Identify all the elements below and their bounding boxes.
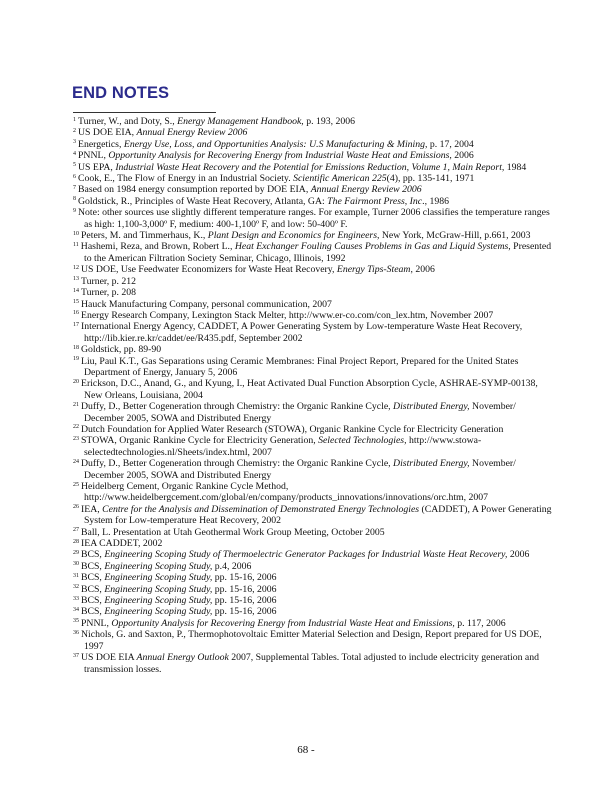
endnote-number: 36 bbox=[73, 629, 79, 636]
endnote-7 bbox=[73, 184, 553, 195]
endnote-text: 2006 bbox=[507, 549, 530, 561]
endnote-text: Hauck Manufacturing Company, personal communication, 2007 bbox=[81, 298, 332, 310]
endnote-text: Duffy, D., Better Cogeneration through Chemistry: the Organic Rankine Cycle, bbox=[81, 401, 394, 413]
endnote-number: 34 bbox=[73, 606, 79, 613]
endnote-number: 16 bbox=[73, 310, 79, 317]
endnote-text: US EPA, bbox=[78, 161, 116, 173]
endnote-33 bbox=[73, 595, 553, 606]
endnote-number: 13 bbox=[73, 276, 79, 283]
endnote-number: 5 bbox=[73, 162, 76, 169]
endnote-18 bbox=[73, 344, 553, 355]
endnote-text: US DOE, Use Feedwater Economizers for Waste Heat Recovery, bbox=[81, 264, 337, 276]
endnote-19 bbox=[73, 356, 553, 379]
endnote-text: pp. 15-16, 2006 bbox=[212, 595, 277, 607]
endnote-text: pp. 15-16, 2006 bbox=[212, 583, 277, 595]
endnote-text: BCS, bbox=[81, 560, 105, 572]
endnote-number: 25 bbox=[73, 481, 79, 488]
endnote-text: Heidelberg Cement, Organic Rankine Cycle Method, http://www.heidelbergcement.com/global/en/company/products_innovations/innovations/orc.htm, 2007 bbox=[81, 481, 489, 504]
endnote-number: 4 bbox=[73, 150, 76, 157]
endnote-text: Liu, Paul K.T., Gas Separations using Ceramic Membranes: Final Project Report, Prepared for the United States Department of Energy, January 5, 2006 bbox=[81, 355, 519, 378]
endnote-number: 8 bbox=[73, 196, 76, 203]
endnote-1 bbox=[73, 116, 553, 127]
endnote-text: Note: other sources use slightly different temperature ranges. For example, Turner 2006 classifies the temperature ranges as high: 1,100-3,000º F, medium: 400-1,100º F, and low: 50-400º F. bbox=[78, 207, 550, 230]
endnote-italic-title: Engineering Scoping Study, bbox=[104, 560, 213, 572]
endnotes-list bbox=[73, 116, 553, 675]
endnote-italic-title: Energy Management Handbook, bbox=[177, 116, 304, 127]
endnote-text: Turner, p. 208 bbox=[81, 287, 137, 299]
endnote-26 bbox=[73, 504, 553, 527]
endnote-text: BCS, bbox=[81, 583, 105, 595]
endnote-text: , 2006 bbox=[449, 150, 474, 162]
endnote-italic-title: Heat Exchanger Fouling Causes Problems in Gas and Liquid Systems bbox=[234, 241, 509, 253]
endnote-text: US DOE EIA bbox=[81, 652, 137, 664]
endnote-20 bbox=[73, 378, 553, 401]
endnote-italic-title: Engineering Scoping Study, bbox=[104, 583, 213, 595]
endnote-number: 11 bbox=[73, 241, 79, 248]
endnote-text: Goldstick, R., Principles of Waste Heat Recovery, Atlanta, GA: bbox=[78, 195, 328, 207]
endnote-number: 21 bbox=[73, 401, 79, 408]
endnote-text: Turner, p. 212 bbox=[81, 275, 137, 287]
endnote-4 bbox=[73, 150, 553, 161]
endnote-3 bbox=[73, 139, 553, 150]
endnote-number: 7 bbox=[73, 184, 76, 191]
endnote-text: 2007, Supplemental Tables. Total adjusted to include electricity generation and transmission losses. bbox=[84, 652, 539, 675]
endnote-italic-title: Engineering Scoping Study, bbox=[104, 606, 213, 618]
endnote-italic-title: Opportunity Analysis for Recovering Energy from Industrial Waste Heat and Emissions bbox=[108, 150, 450, 162]
endnote-9 bbox=[73, 207, 553, 230]
endnote-number: 10 bbox=[73, 230, 79, 237]
endnote-number: 18 bbox=[73, 344, 79, 351]
endnote-italic-title: Annual Energy Review 2006 bbox=[136, 127, 248, 139]
endnote-23 bbox=[73, 435, 553, 458]
endnote-number: 9 bbox=[73, 207, 76, 214]
endnote-17 bbox=[73, 321, 553, 344]
endnote-36 bbox=[73, 629, 553, 652]
endnote-24 bbox=[73, 458, 553, 481]
endnote-italic-title: Industrial Waste Heat Recovery and the Potential for Emissions Reduction, Volume 1, Main Report, bbox=[115, 161, 505, 173]
endnote-text: BCS, bbox=[81, 606, 105, 618]
endnote-text: Peters, M. and Timmerhaus, K., bbox=[81, 230, 208, 242]
endnote-number: 32 bbox=[73, 584, 79, 591]
endnote-italic-title: Selected Technologies, bbox=[318, 435, 407, 447]
endnote-italic-title: Energy Tips-Steam bbox=[336, 264, 411, 276]
endnote-text: pp. 15-16, 2006 bbox=[212, 606, 277, 618]
endnote-text: Cook, E., The Flow of Energy in an Industrial Society. bbox=[78, 173, 294, 185]
endnote-text: p. 193, 2006 bbox=[303, 116, 355, 127]
endnote-text: BCS, bbox=[81, 572, 105, 584]
endnote-italic-title: Energy Use, Loss, and Opportunities Analysis: U.S Manufacturing & Mining bbox=[123, 138, 426, 150]
endnote-5 bbox=[73, 162, 553, 173]
endnote-italic-title: Engineering Scoping Study, bbox=[104, 595, 213, 607]
endnote-number: 15 bbox=[73, 299, 79, 305]
endnote-text: IEA, bbox=[81, 503, 103, 515]
endnote-number: 17 bbox=[73, 321, 79, 328]
endnote-text: US DOE EIA, bbox=[78, 127, 137, 139]
endnote-16 bbox=[73, 310, 553, 321]
endnote-italic-title: Engineering Scoping Study of Thermoelectric Generator Packages for Industrial Waste Heat Recovery, bbox=[104, 549, 508, 561]
endnote-34 bbox=[73, 606, 553, 617]
endnote-text: Turner, W., and Doty, S., bbox=[78, 116, 178, 127]
endnote-italic-title: Distributed Energy, bbox=[393, 401, 470, 413]
endnote-number: 29 bbox=[73, 549, 79, 556]
endnote-2 bbox=[73, 127, 553, 138]
endnote-37 bbox=[73, 652, 553, 675]
endnote-13 bbox=[73, 276, 553, 287]
endnote-number: 6 bbox=[73, 173, 76, 180]
endnote-number: 27 bbox=[73, 527, 79, 534]
page-number: 68 - bbox=[297, 744, 315, 756]
endnote-text: Ball, L. Presentation at Utah Geothermal Work Group Meeting, October 2005 bbox=[81, 526, 385, 538]
endnote-italic-title: Scientific American 225 bbox=[293, 173, 387, 185]
endnote-text: BCS, bbox=[81, 549, 105, 561]
endnote-number: 28 bbox=[73, 538, 79, 545]
endnote-21 bbox=[73, 401, 553, 424]
endnote-text: International Energy Agency, CADDET, A Power Generating System by Low-temperature Waste Heat Recovery, http://lib.kier.re.kr/caddet/ee/R435.pdf, September 2002 bbox=[81, 321, 523, 344]
endnote-29 bbox=[73, 549, 553, 560]
endnote-text: Goldstick, pp. 89-90 bbox=[81, 344, 162, 356]
endnote-number: 20 bbox=[73, 378, 79, 385]
endnote-text: New York, McGraw-Hill, p.661, 2003 bbox=[379, 230, 531, 242]
endnote-8 bbox=[73, 196, 553, 207]
footnote-separator bbox=[73, 112, 216, 113]
endnote-number: 30 bbox=[73, 561, 79, 568]
endnote-number: 22 bbox=[73, 424, 79, 431]
endnote-text: 1984 bbox=[504, 161, 527, 173]
endnote-number: 1 bbox=[73, 116, 76, 123]
endnote-text: (CADDET), A Power Generating System for Low-temperature Heat Recovery, 2002 bbox=[84, 503, 552, 527]
endnote-text: PNNL, bbox=[81, 617, 112, 629]
page-title: END NOTES bbox=[72, 84, 170, 102]
endnote-text: November/ December 2005, SOWA and Distributed Energy bbox=[84, 401, 516, 424]
endnote-number: 24 bbox=[73, 458, 79, 465]
endnote-31 bbox=[73, 572, 553, 583]
endnote-text: p.4, 2006 bbox=[212, 560, 252, 572]
endnote-italic-title: Opportunity Analysis for Recovering Energy from Industrial Waste Heat and Emissions, bbox=[111, 617, 455, 629]
endnote-text: Nichols, G. and Saxton, P., Thermophotovoltaic Emitter Material Selection and Design, Report prepared for US DOE, 1997 bbox=[81, 629, 542, 652]
endnote-text: STOWA, Organic Rankine Cycle for Electricity Generation, bbox=[81, 435, 319, 447]
endnote-italic-title: Annual Energy Review 2006 bbox=[310, 184, 422, 196]
endnote-35 bbox=[73, 618, 553, 629]
endnote-15 bbox=[73, 299, 553, 310]
endnote-text: , p. 17, 2004 bbox=[425, 138, 474, 150]
endnote-14 bbox=[73, 287, 553, 298]
endnote-text: IEA CADDET, 2002 bbox=[81, 538, 163, 550]
endnote-number: 37 bbox=[73, 652, 79, 659]
endnote-text: Duffy, D., Better Cogeneration through Chemistry: the Organic Rankine Cycle, bbox=[81, 458, 394, 470]
endnote-italic-title: Plant Design and Economics for Engineers, bbox=[207, 230, 380, 242]
endnote-text: (4), pp. 135-141, 1971 bbox=[386, 173, 475, 185]
endnote-text: Based on 1984 energy consumption reported by DOE EIA, bbox=[78, 184, 311, 196]
endnote-italic-title: Annual Energy Outlook bbox=[136, 652, 229, 664]
endnote-italic-title: The Fairmont Press, Inc bbox=[327, 195, 423, 207]
endnote-text: PNNL, bbox=[78, 150, 109, 162]
endnote-30 bbox=[73, 561, 553, 572]
endnote-text: ., 1986 bbox=[422, 195, 449, 207]
endnote-number: 14 bbox=[73, 287, 79, 294]
endnote-number: 31 bbox=[73, 572, 79, 579]
endnote-25 bbox=[73, 481, 553, 504]
endnote-number: 26 bbox=[73, 504, 79, 511]
endnote-32 bbox=[73, 584, 553, 595]
endnote-text: Hashemi, Reza, and Brown, Robert L., bbox=[80, 241, 235, 253]
endnote-28 bbox=[73, 538, 553, 549]
endnote-6 bbox=[73, 173, 553, 184]
endnote-27 bbox=[73, 527, 553, 538]
endnote-italic-title: Engineering Scoping Study, bbox=[104, 572, 213, 584]
endnote-text: pp. 15-16, 2006 bbox=[212, 572, 277, 584]
endnote-text: , Presented to the American Filtration Society Seminar, Chicago, Illinois, 1992 bbox=[84, 241, 552, 264]
endnote-number: 23 bbox=[73, 435, 79, 442]
endnote-10 bbox=[73, 230, 553, 241]
endnote-number: 19 bbox=[73, 356, 79, 363]
endnote-number: 35 bbox=[73, 618, 79, 625]
endnote-text: Dutch Foundation for Applied Water Research (STOWA), Organic Rankine Cycle for Electricity Generation bbox=[81, 423, 504, 435]
endnote-text: BCS, bbox=[81, 595, 105, 607]
endnote-number: 33 bbox=[73, 595, 79, 602]
endnote-11 bbox=[73, 241, 553, 264]
endnote-number: 12 bbox=[73, 264, 79, 271]
endnote-number: 3 bbox=[73, 139, 76, 146]
endnote-italic-title: Centre for the Analysis and Dissemination of Demonstrated Energy Technologies bbox=[102, 503, 420, 515]
endnote-text: p. 117, 2006 bbox=[454, 617, 506, 629]
endnote-text: November/ December 2005, SOWA and Distributed Energy bbox=[84, 458, 516, 481]
endnote-text: , 2006 bbox=[410, 264, 435, 276]
endnote-12 bbox=[73, 264, 553, 275]
endnote-text: Energetics, bbox=[78, 138, 124, 150]
endnote-text: Energy Research Company, Lexington Stack Melter, http://www.er-co.com/con_lex.htm, November 2007 bbox=[81, 309, 494, 321]
endnote-text: http://www.stowa-selectedtechnologies.nl/Sheets/index.html, 2007 bbox=[84, 435, 482, 458]
endnote-italic-title: Distributed Energy, bbox=[393, 458, 470, 470]
endnote-number: 2 bbox=[73, 127, 76, 134]
endnote-text: Erickson, D.C., Anand, G., and Kyung, I., Heat Activated Dual Function Absorption Cycle, ASHRAE-SYMP-00138, New Orleans, Louisiana, 2004 bbox=[81, 378, 538, 401]
endnote-22 bbox=[73, 424, 553, 435]
